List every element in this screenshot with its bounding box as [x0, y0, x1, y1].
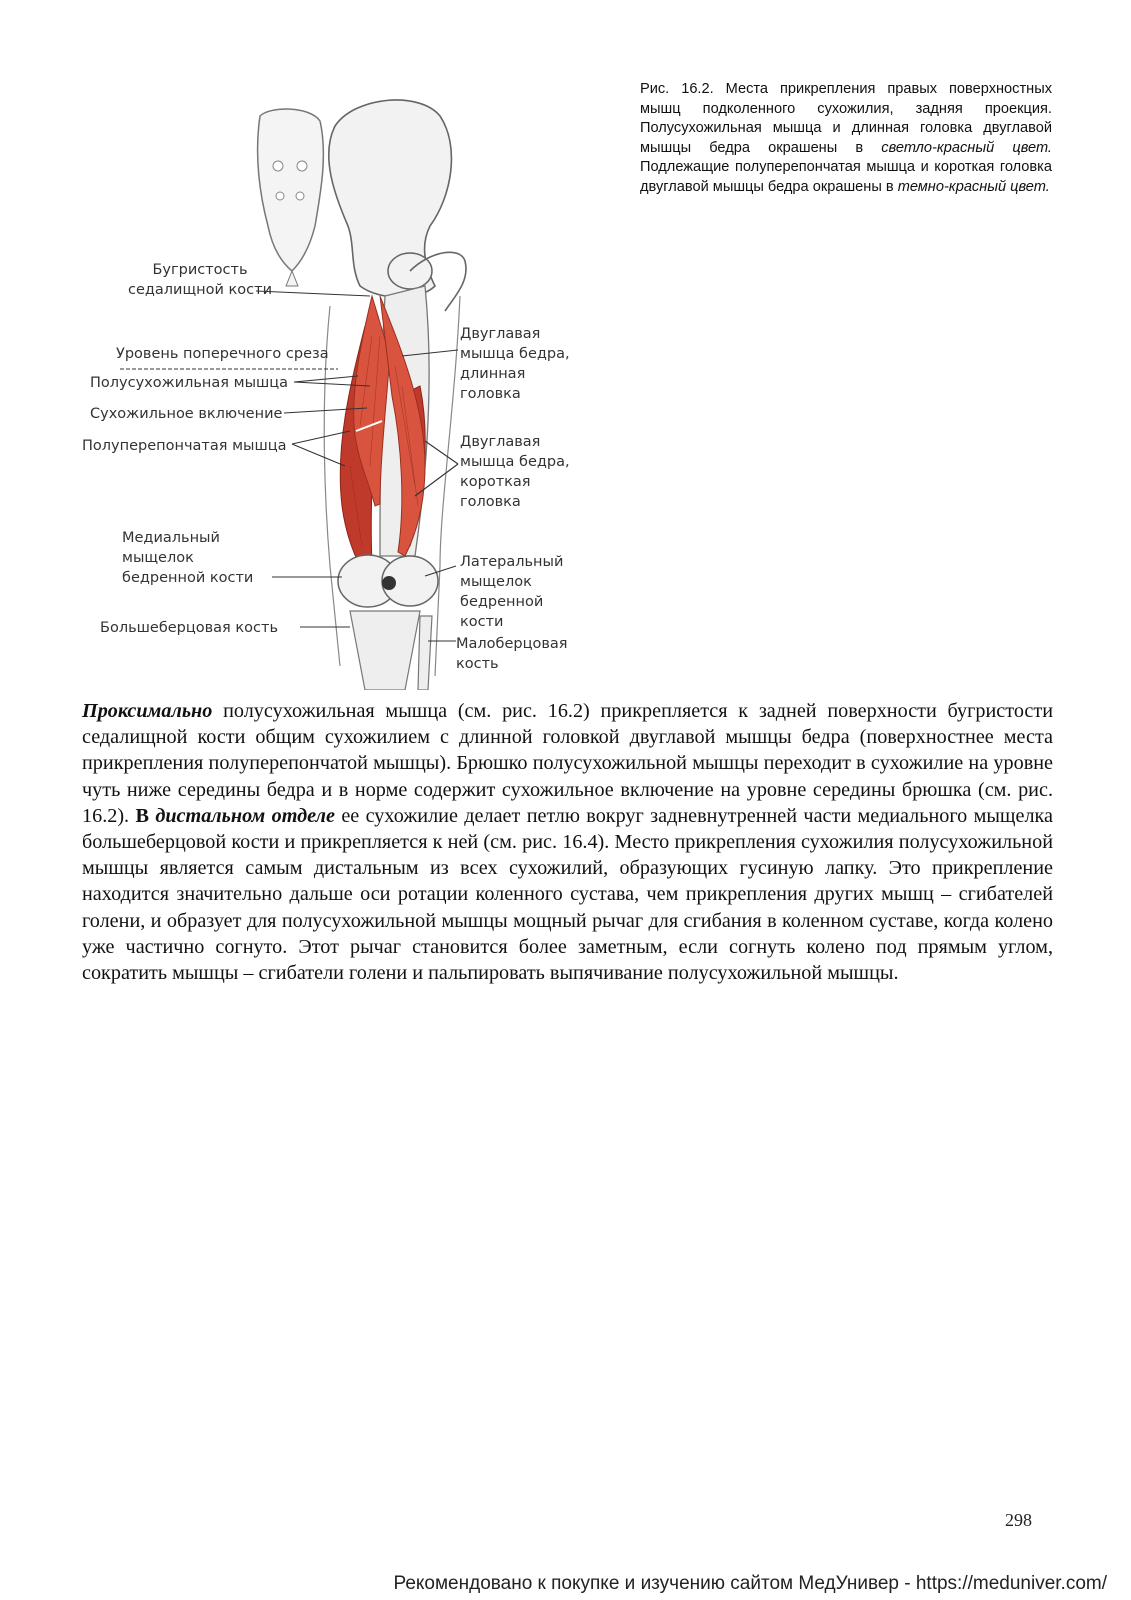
caption-italic-1: светло-красный цвет. — [881, 139, 1052, 156]
label-semitendinosus: Полусухожильная мышца — [90, 375, 289, 391]
fibula — [418, 616, 432, 690]
label-biceps-short-head: Двуглавая мышца бедра, короткая головка — [460, 434, 570, 510]
label-semimembranosus: Полуперепончатая мышца — [82, 438, 287, 454]
caption-italic-2: темно-красный цвет. — [897, 178, 1050, 195]
label-medial-condyle: Медиальный мыщелок бедренной кости — [122, 530, 254, 586]
label-lateral-condyle: Латеральный мыщелок бедренной кости — [460, 554, 564, 630]
label-biceps-long-head: Двуглавая мышца бедра, длинная головка — [460, 326, 570, 402]
lead-term: Проксимально — [82, 700, 213, 722]
body-text-2: ее сухожилие делает петлю вокруг задневнутренней части медиального мыщелка большеберцовой кости и прикрепляется к ней (см. рис. 16.4). Место прикрепления сухожилия полусухожильной мышцы является самым дистальным из всех сухожилий, образующих гусиную лапку. Это прикрепление находится значительно дальше оси ротации коленного сустава, чем прикрепления других мышц – сгибателей голени, и образует для полусухожильной мышцы мощный рычаг для сгибания в коленном суставе, когда колено уже частично согнуто. Этот рычаг становится более заметным, если согнуть колено под прямым углом, сократить мышцы – сгибатели голени и пальпировать выпячивание полусухожильной мышцы. — [82, 804, 1053, 985]
page-number: 298 — [1005, 1510, 1032, 1530]
label-fibula: Малоберцовая кость — [456, 636, 568, 672]
label-tendinous-inscription: Сухожильное включение — [90, 406, 283, 422]
distal-prefix: В — [135, 804, 149, 827]
tibia — [350, 611, 420, 690]
label-cross-section-level: Уровень поперечного среза — [116, 346, 329, 362]
label-tibia: Большеберцовая кость — [100, 620, 278, 636]
body-paragraph — [82, 698, 1053, 986]
anatomy-figure — [80, 86, 600, 690]
caption-text-1: Рис. 16.2. Места прикрепления правых поверхностных мышц подколенного сухожилия, задняя проекция. Полусухожильная мышца и длинная головка двуглавой мышцы бедра окрашены в — [640, 81, 1052, 156]
label-ischial-tuberosity: Бугристость седалищной кости — [127, 262, 272, 298]
figure-caption — [640, 80, 1052, 197]
sacrum — [258, 109, 324, 271]
distal-term: дистальном отделе — [155, 804, 335, 827]
caption-text-2: Подлежащие полуперепончатая мышца и короткая головка двуглавой мышцы бедра окрашены в — [640, 159, 1052, 195]
footer-recommendation: Рекомендовано к покупке и изучению сайтом МедУнивер - https://meduniver.com/ — [393, 1573, 1107, 1594]
body-text-1: полусухожильная мышца (см. рис. 16.2) прикрепляется к задней поверхности бугристости седалищной кости общим сухожилием с длинной головкой двуглавой мышцы бедра (поверхностнее места прикрепления полуперепончатой мышцы). Брюшко полусухожильной мышцы переходит в сухожилие на уровне чуть ниже середины бедра и в норме содержит сухожильное включение на уровне середины брюшка (см. рис. 16.2). — [82, 700, 1053, 827]
